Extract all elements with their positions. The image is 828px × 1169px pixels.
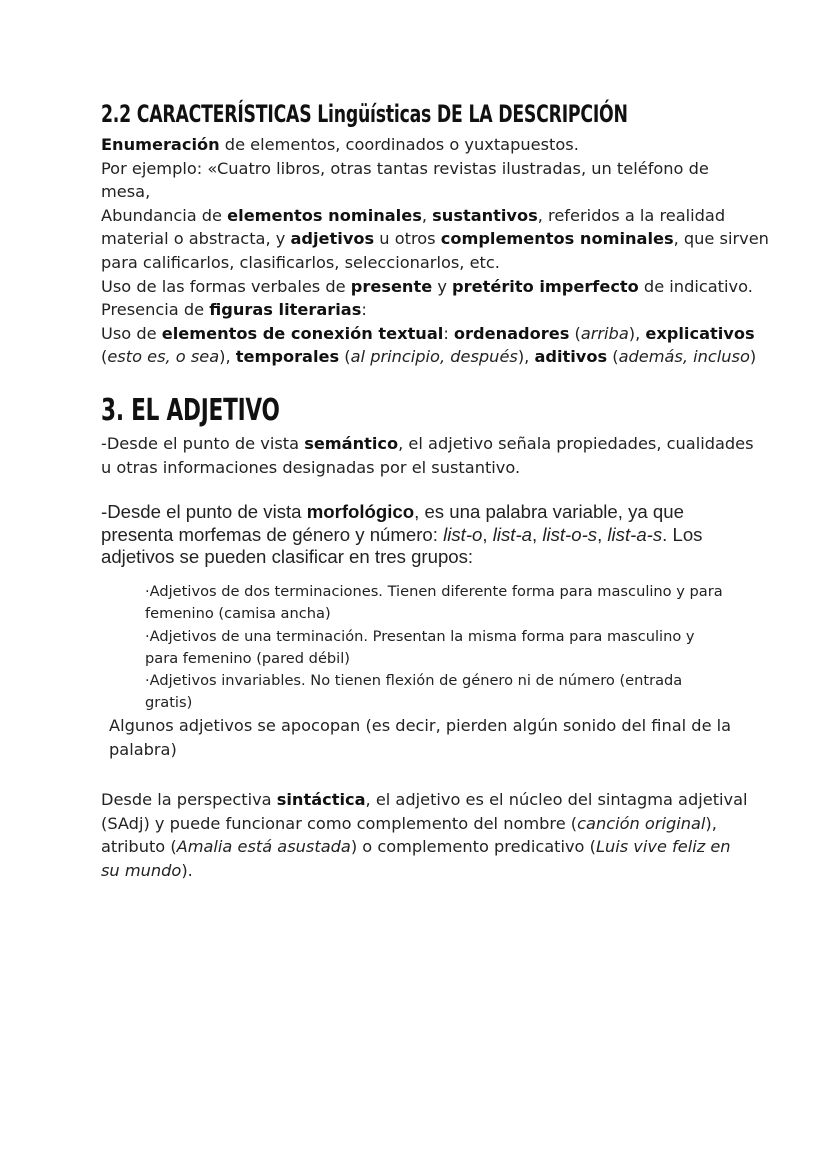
- text-line: [145, 648, 745, 670]
- text-run: de indicativo.: [638, 276, 753, 296]
- text-run: , es una palabra variable, ya que: [414, 501, 684, 522]
- text-run: -Desde el punto de vista: [101, 501, 307, 522]
- text-line: [101, 180, 741, 204]
- bold-text: pretérito imperfecto: [452, 276, 639, 296]
- text-run: Abundancia de: [101, 205, 228, 225]
- text-line: [101, 322, 755, 346]
- text-line: [101, 788, 748, 812]
- text-line: [101, 546, 741, 569]
- bold-text: aditivos: [534, 347, 608, 367]
- text-run: , el adjetivo es el núcleo del sintagma adjetival: [365, 790, 748, 809]
- text-run: ),: [219, 347, 236, 367]
- text-line: [109, 738, 749, 762]
- text-run: ·Adjetivos invariables. No tienen flexión de género ni de número (entrada: [145, 672, 683, 690]
- text-run: :: [361, 300, 367, 320]
- text-line: [145, 692, 745, 714]
- adjective-groups-list: [145, 581, 745, 715]
- bold-text: explicativos: [645, 323, 755, 343]
- bold-text: semántico: [304, 434, 399, 453]
- text-run: material o abstracta, y: [101, 229, 291, 249]
- morphological-paragraph: [101, 501, 741, 569]
- text-line: [101, 812, 741, 836]
- text-run: para femenino (pared débil): [145, 649, 350, 667]
- text-run: . Los: [662, 523, 703, 545]
- text-run: , referidos a la realidad: [537, 205, 726, 225]
- text-run: ·Adjetivos de dos terminaciones. Tienen diferente forma para masculino y para: [145, 583, 723, 600]
- text-line: [101, 432, 754, 456]
- italic-text: Luis vive feliz en: [595, 837, 731, 857]
- text-run: ),: [705, 813, 717, 833]
- semantic-paragraph: [101, 432, 754, 479]
- text-run: ),: [517, 347, 535, 367]
- text-run: Desde la perspectiva: [101, 790, 277, 809]
- bold-text: morfológico: [306, 501, 415, 522]
- text-run: Algunos adjetivos se apocopan (es decir, pierden algún sonido del final de la: [109, 716, 732, 735]
- italic-text: canción original: [577, 813, 706, 833]
- text-line: [101, 227, 769, 251]
- text-run: ,: [531, 523, 543, 545]
- text-run: y: [432, 276, 453, 296]
- text-run: ),: [628, 323, 646, 343]
- text-line: [145, 670, 745, 692]
- text-run: :: [443, 323, 454, 343]
- text-run: atributo (: [101, 837, 177, 857]
- text-run: ·Adjetivos de una terminación. Presentan la misma forma para masculino y: [145, 627, 695, 645]
- text-run: -Desde el punto de vista: [101, 434, 305, 453]
- bold-text: ordenadores: [453, 323, 570, 343]
- text-line: [101, 501, 741, 524]
- text-line: [145, 581, 745, 603]
- text-run: Por ejemplo: «Cuatro libros, otras tantas revistas ilustradas, un teléfono de: [101, 158, 709, 178]
- italic-text: list-o-s: [542, 523, 598, 545]
- text-line: [109, 714, 749, 738]
- text-line: [101, 298, 741, 322]
- bold-text: figuras literarias: [209, 300, 362, 320]
- text-line: [101, 275, 753, 299]
- text-run: (SAdj) y puede funcionar como complemento del nombre (: [101, 813, 578, 833]
- text-run: Uso de las formas verbales de: [101, 276, 351, 296]
- italic-text: list-a: [492, 523, 532, 545]
- text-line: [101, 133, 741, 157]
- italic-text: list-a-s: [607, 523, 663, 545]
- text-line: [101, 524, 741, 547]
- italic-text: arriba: [580, 323, 629, 343]
- text-run: Uso de: [101, 323, 162, 343]
- bold-text: complementos nominales: [440, 229, 674, 249]
- text-run: (: [339, 347, 351, 367]
- text-run: palabra): [109, 739, 177, 759]
- bold-text: presente: [350, 276, 433, 296]
- italic-text: Amalia está asustada: [176, 837, 351, 857]
- bold-text: Enumeración: [101, 135, 220, 154]
- text-run: presenta morfemas de género y número:: [101, 523, 444, 545]
- italic-text: esto es, o sea: [107, 347, 220, 367]
- text-run: gratis): [145, 694, 193, 712]
- bold-text: adjetivos: [290, 229, 375, 249]
- text-run: ).: [181, 860, 193, 880]
- text-run: Presencia de: [101, 300, 210, 320]
- bold-text: elementos nominales: [227, 205, 422, 225]
- text-run: ) o complemento predicativo (: [350, 837, 596, 857]
- text-line: [145, 626, 745, 648]
- italic-text: al principio, después: [350, 347, 518, 367]
- italic-text: además, incluso: [618, 347, 750, 367]
- text-run: adjetivos se pueden clasificar en tres grupos:: [101, 546, 474, 568]
- text-run: , el adjetivo señala propiedades, cualidades: [398, 434, 754, 453]
- text-run: ,: [482, 523, 493, 545]
- text-run: , que sirven: [673, 229, 769, 249]
- characteristics-paragraph: [101, 133, 769, 369]
- text-run: (: [607, 347, 619, 367]
- text-run: femenino (camisa ancha): [145, 605, 331, 623]
- bold-text: sustantivos: [432, 205, 538, 225]
- section-heading-characteristics: 2.2 CARACTERÍSTICAS Lingüísticas DE LA DESCRIPCIÓN: [101, 100, 628, 128]
- section-heading-adjective: 3. EL ADJETIVO: [101, 393, 280, 428]
- bold-text: sintáctica: [276, 790, 366, 809]
- text-run: (: [101, 347, 108, 367]
- text-run: ,: [597, 523, 608, 545]
- text-run: de elementos, coordinados o yuxtapuestos.: [219, 135, 579, 154]
- bold-text: elementos de conexión textual: [161, 323, 444, 343]
- text-line: [101, 157, 741, 181]
- bold-text: temporales: [235, 347, 340, 367]
- text-line: [101, 456, 741, 480]
- text-line: [145, 603, 745, 625]
- text-line: [101, 859, 741, 883]
- syntactic-paragraph: [101, 788, 748, 882]
- text-line: [101, 204, 741, 228]
- text-run: ,: [421, 205, 433, 225]
- text-line: [101, 345, 757, 369]
- text-run: u otras informaciones designadas por el sustantivo.: [101, 457, 521, 477]
- text-line: [101, 835, 741, 859]
- apocope-paragraph: [109, 714, 749, 761]
- text-run: (: [569, 323, 581, 343]
- text-line: [101, 251, 741, 275]
- italic-text: list-o: [443, 523, 483, 545]
- text-run: para calificarlos, clasificarlos, seleccionarlos, etc.: [101, 252, 500, 272]
- text-run: ): [749, 347, 757, 367]
- text-run: u otros: [374, 229, 441, 249]
- text-run: mesa,: [101, 182, 151, 202]
- italic-text: su mundo: [101, 860, 182, 880]
